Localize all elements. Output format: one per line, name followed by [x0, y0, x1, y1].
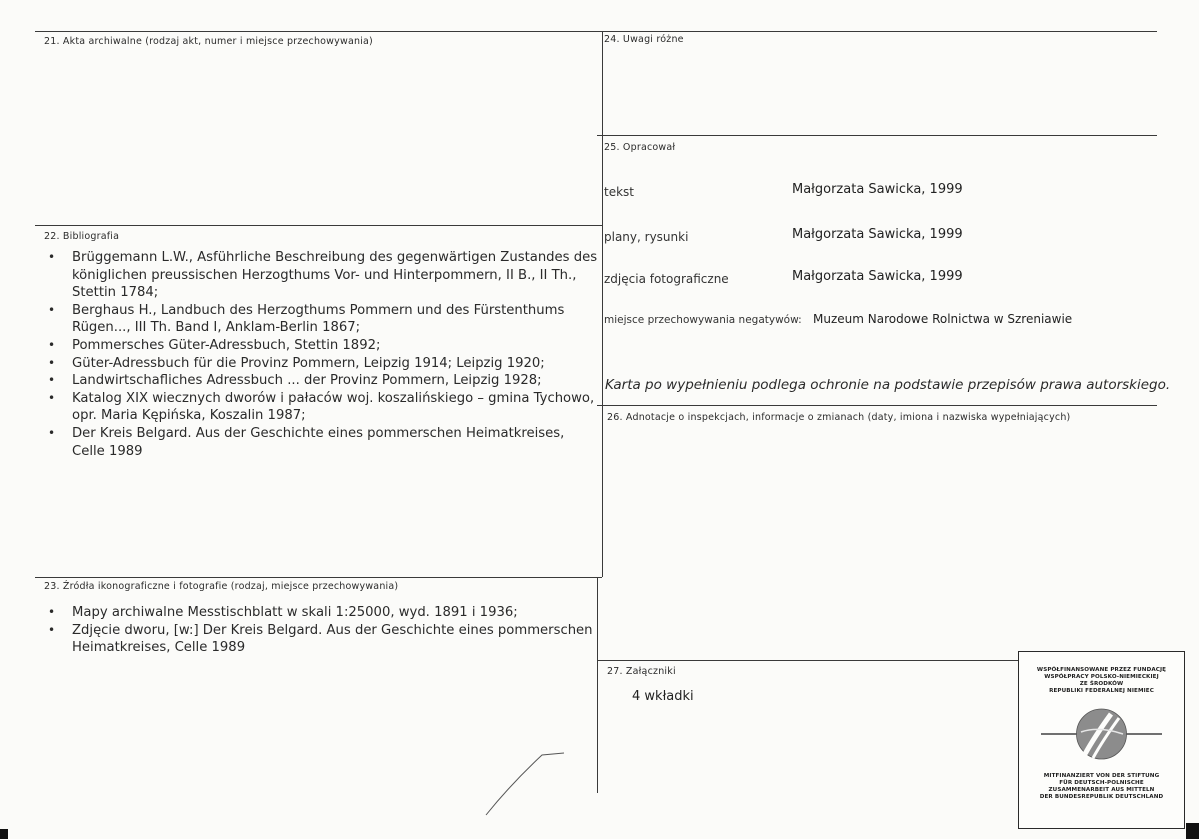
photos-author-value: Małgorzata Sawicka, 1999: [792, 269, 963, 284]
stamp-line: WSPÓŁFINANSOWANE PRZEZ FUNDACJĘ: [1036, 667, 1167, 673]
bibliography-item: • Berghaus H., Landbuch des Herzogthums Pommern und des Fürstenthums Rügen..., III Th. Band I, Anklam-Berlin 1867;: [44, 302, 599, 337]
attachments-value: 4 wkładki: [632, 689, 694, 704]
stamp-line: ZUSAMMENARBEIT AUS MITTELN: [1048, 787, 1155, 793]
text-author-value: Małgorzata Sawicka, 1999: [792, 182, 963, 197]
divider-24-25: [597, 135, 1157, 136]
bibliography-item: • Brüggemann L.W., Asführliche Beschreibung des gegenwärtigen Zustandes des königlichen preussischen Herzogthums Vor- und Hinterpommern, II B., II Th., Stettin 1784;: [44, 249, 599, 302]
section-27-label: 27. Załączniki: [607, 666, 676, 677]
center-divider: [602, 31, 603, 577]
foundation-logo-icon: [1039, 702, 1164, 768]
stamp-line: DER BUNDESREPUBLIK DEUTSCHLAND: [1039, 794, 1164, 800]
negatives-location-label: miejsce przechowywania negatywów:: [604, 314, 802, 326]
bibliography-item: • Landwirtschafliches Adressbuch ... der Provinz Pommern, Leipzig 1928;: [44, 372, 599, 390]
foundation-stamp: [1018, 651, 1185, 829]
photos-author-label: zdjęcia fotograficzne: [604, 272, 729, 286]
text-author-label: tekst: [604, 185, 634, 199]
stamp-line: REPUBLIKI FEDERALNEJ NIEMIEC: [1049, 688, 1154, 694]
iconography-item: • Mapy archiwalne Messtischblatt w skali 1:25000, wyd. 1891 i 1936;: [44, 604, 599, 622]
section-24-label: 24. Uwagi różne: [604, 34, 684, 45]
plans-author-value: Małgorzata Sawicka, 1999: [792, 227, 963, 242]
section-26-label: 26. Adnotacje o inspekcjach, informacje o zmianach (daty, imiona i nazwiska wypełniających): [607, 412, 1071, 423]
divider-22-23: [35, 577, 602, 578]
scan-edge-mark: [0, 829, 8, 839]
section-25-label: 25. Opracował: [604, 142, 676, 153]
scan-edge-mark: [1186, 823, 1199, 839]
top-border: [35, 31, 1157, 32]
section-22-label: 22. Bibliografia: [44, 231, 120, 242]
bibliography-item: • Güter-Adressbuch für die Provinz Pommern, Leipzig 1914; Leipzig 1920;: [44, 355, 599, 373]
negatives-location-value: Muzeum Narodowe Rolnictwa w Szreniawie: [813, 312, 1073, 326]
iconography-item: • Zdjęcie dworu, [w:] Der Kreis Belgard. Aus der Geschichte eines pommerschen Heimatkreises, Celle 1989: [44, 622, 599, 657]
section-21-label: 21. Akta archiwalne (rodzaj akt, numer i miejsce przechowywania): [44, 36, 373, 47]
divider-25-26: [597, 405, 1157, 406]
section-23-label: 23. Źródła ikonograficzne i fotografie (rodzaj, miejsce przechowywania): [44, 581, 399, 592]
copyright-notice: Karta po wypełnieniu podlega ochronie na podstawie przepisów prawa autorskiego.: [605, 377, 1171, 393]
stamp-line: WSPÓŁPRACY POLSKO-NIEMIECKIEJ: [1044, 674, 1159, 680]
divider-21-22: [35, 225, 602, 226]
divider-26-27: [597, 660, 1018, 661]
stamp-line: FÜR DEUTSCH-POLNISCHE: [1059, 780, 1144, 786]
iconography-list: [44, 604, 599, 657]
bibliography-item: • Der Kreis Belgard. Aus der Geschichte eines pommerschen Heimatkreises, Celle 1989: [44, 425, 599, 460]
stamp-line: ZE ŚRODKÓW: [1079, 681, 1124, 687]
pencil-mark: [480, 745, 570, 820]
bibliography-item: • Pommersches Güter-Adressbuch, Stettin 1892;: [44, 337, 599, 355]
plans-author-label: plany, rysunki: [604, 230, 689, 244]
stamp-line: MITFINANZIERT VON DER STIFTUNG: [1043, 773, 1160, 779]
bibliography-item: • Katalog XIX wiecznych dworów i pałaców woj. koszalińskiego – gmina Tychowo, opr. Maria Kępińska, Koszalin 1987;: [44, 390, 599, 425]
bibliography-list: [44, 249, 599, 460]
